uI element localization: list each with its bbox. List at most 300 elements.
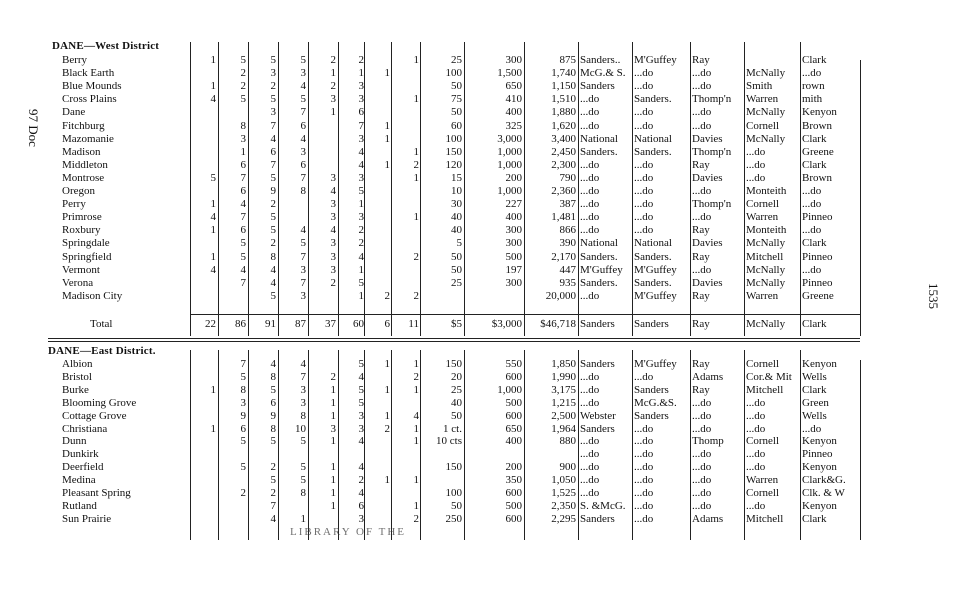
col-5: 4 <box>330 224 336 237</box>
col-11: 2,300 <box>551 158 576 171</box>
col-2: 7 <box>240 276 246 289</box>
col-5: 4 <box>330 185 336 197</box>
town-name: Cottage Grove <box>62 409 127 422</box>
column-rule <box>308 350 309 540</box>
text-col-3: Davies <box>692 237 723 250</box>
col-6: 3 <box>358 422 364 435</box>
col-4: 3 <box>300 263 306 276</box>
col-7: 2 <box>384 289 390 302</box>
column-rule <box>632 42 633 336</box>
col-11: 935 <box>559 276 576 289</box>
col-6: 6 <box>358 499 364 512</box>
library-stamp: LIBRARY OF THE <box>290 526 407 538</box>
col-2: 4 <box>240 263 246 276</box>
col-9: 150 <box>445 358 462 370</box>
text-col-5: Greene <box>802 289 834 302</box>
town-name: Blooming Grove <box>62 396 137 409</box>
text-col-5: ...do <box>802 185 822 197</box>
col-3: 4 <box>270 512 276 525</box>
text-col-2: Sanders <box>634 318 669 330</box>
col-1: 1 <box>210 54 216 66</box>
text-col-3: ...do <box>692 487 712 499</box>
text-col-5: Clark <box>802 132 827 145</box>
column-rule <box>420 350 421 540</box>
col-9: 50 <box>451 263 462 276</box>
town-name: Roxbury <box>62 224 101 237</box>
col-4: 6 <box>300 158 306 171</box>
side-note-left: 97 Doc <box>25 109 41 147</box>
col-1: 1 <box>210 80 216 93</box>
col-5: 3 <box>330 250 336 263</box>
text-col-2: ...do <box>634 422 654 435</box>
text-col-3: Davies <box>692 171 723 184</box>
text-col-5: Clark <box>802 237 827 250</box>
col-11: 390 <box>559 237 576 250</box>
col-6: 2 <box>358 237 364 250</box>
col-11: 1,620 <box>551 119 576 132</box>
text-col-3: Davies <box>692 276 723 289</box>
text-col-1: National <box>580 237 618 250</box>
text-col-1: McG.& S. <box>580 67 626 80</box>
text-col-4: ...do <box>746 461 766 474</box>
col-11: 387 <box>559 198 576 211</box>
table-row <box>0 67 957 80</box>
column-rule <box>308 42 309 336</box>
text-col-2: ...do <box>634 474 654 487</box>
col-2: 9 <box>240 409 246 422</box>
col-10: 650 <box>505 80 522 93</box>
col-10: $3,000 <box>491 318 522 330</box>
col-6: 3 <box>358 512 364 525</box>
text-col-1: ...do <box>580 383 600 396</box>
town-name: Deerfield <box>62 461 104 474</box>
text-col-1: ...do <box>580 224 600 237</box>
column-rule <box>190 42 191 336</box>
col-9: 100 <box>445 132 462 145</box>
col-10: 1,000 <box>497 383 522 396</box>
text-col-3: ...do <box>692 461 712 474</box>
text-col-5: Kenyon <box>802 358 837 370</box>
table-row <box>0 251 957 264</box>
column-rule <box>690 42 691 336</box>
col-5: 3 <box>330 198 336 211</box>
text-col-4: McNally <box>746 237 786 250</box>
col-8: 1 <box>413 54 419 66</box>
text-col-5: Kenyon <box>802 435 837 448</box>
text-col-3: Davies <box>692 132 723 145</box>
text-col-5: ...do <box>802 67 822 80</box>
text-col-2: ...do <box>634 512 654 525</box>
col-4: 3 <box>300 383 306 396</box>
text-col-4: ...do <box>746 422 766 435</box>
col-8: 2 <box>413 250 419 263</box>
col-2: 5 <box>240 93 246 106</box>
col-3: 6 <box>270 145 276 158</box>
col-10: 500 <box>505 396 522 409</box>
col-7: 1 <box>384 158 390 171</box>
text-col-5: Pinneo <box>802 250 833 263</box>
col-10: 3,000 <box>497 132 522 145</box>
table-row <box>0 423 957 436</box>
column-rule <box>578 42 579 336</box>
table-row <box>0 371 957 384</box>
col-4: 7 <box>300 250 306 263</box>
text-col-2: ...do <box>634 158 654 171</box>
col-2: 1 <box>240 145 246 158</box>
col-10: 325 <box>505 119 522 132</box>
col-8: 2 <box>413 370 419 383</box>
table-row <box>0 448 957 461</box>
col-10: 1,500 <box>497 67 522 80</box>
text-col-3: Adams <box>692 512 724 525</box>
col-9: 150 <box>445 461 462 474</box>
column-rule <box>190 350 191 540</box>
col-7: 1 <box>384 474 390 487</box>
text-col-1: Webster <box>580 409 616 422</box>
col-5: 1 <box>330 499 336 512</box>
text-col-5: Wells <box>802 409 827 422</box>
col-10: 600 <box>505 487 522 499</box>
table-row <box>0 80 957 93</box>
text-col-1: ...do <box>580 289 600 302</box>
col-8: 2 <box>413 512 419 525</box>
text-col-4: Warren <box>746 211 779 224</box>
table-row <box>0 159 957 172</box>
row-rule <box>48 341 860 342</box>
col-3: 2 <box>270 80 276 93</box>
text-col-4: Warren <box>746 474 779 487</box>
col-10: 300 <box>505 237 522 250</box>
text-col-3: Ray <box>692 224 710 237</box>
text-col-2: National <box>634 132 672 145</box>
col-6: 5 <box>358 276 364 289</box>
col-7: 1 <box>384 409 390 422</box>
text-col-5: Clark&G. <box>802 474 846 487</box>
text-col-4: McNally <box>746 318 786 330</box>
col-8: 2 <box>413 158 419 171</box>
text-col-1: Sanders <box>580 80 615 93</box>
col-5: 3 <box>330 422 336 435</box>
col-5: 2 <box>330 370 336 383</box>
text-col-1: ...do <box>580 119 600 132</box>
town-name: Albion <box>62 358 93 370</box>
table-row <box>0 224 957 237</box>
text-col-3: Ray <box>692 54 710 66</box>
col-10: 650 <box>505 422 522 435</box>
text-col-2: Sanders. <box>634 145 672 158</box>
column-rule <box>218 350 219 540</box>
col-4: 8 <box>300 409 306 422</box>
text-col-3: Thomp'n <box>692 198 732 211</box>
text-col-2: McG.&S. <box>634 396 677 409</box>
col-4: 3 <box>300 396 306 409</box>
town-name: Verona <box>62 276 94 289</box>
col-10: 1,000 <box>497 185 522 197</box>
col-6: 5 <box>358 185 364 197</box>
column-rule <box>800 350 801 540</box>
col-5: 2 <box>330 80 336 93</box>
col-1: 1 <box>210 224 216 237</box>
col-6: 1 <box>358 198 364 211</box>
table-row <box>0 410 957 423</box>
col-6: 5 <box>358 396 364 409</box>
col-8: 1 <box>413 171 419 184</box>
table-row <box>0 277 957 290</box>
col-1: 1 <box>210 383 216 396</box>
text-col-5: Brown <box>802 119 832 132</box>
col-8: 1 <box>413 474 419 487</box>
text-col-3: ...do <box>692 185 712 197</box>
table-row <box>0 435 957 448</box>
text-col-4: McNally <box>746 263 786 276</box>
col-1: 1 <box>210 198 216 211</box>
col-2: 5 <box>240 237 246 250</box>
col-4: 7 <box>300 370 306 383</box>
text-col-4: ...do <box>746 448 766 461</box>
text-col-3: ...do <box>692 409 712 422</box>
col-3: 2 <box>270 237 276 250</box>
town-name: Montrose <box>62 171 105 184</box>
text-col-2: ...do <box>634 198 654 211</box>
col-1: 4 <box>210 211 216 224</box>
text-col-5: Brown <box>802 171 832 184</box>
col-4: 4 <box>300 224 306 237</box>
col-6: 3 <box>358 80 364 93</box>
total-label: Total <box>90 318 113 330</box>
text-col-5: Clark <box>802 383 827 396</box>
text-col-5: Greene <box>802 145 834 158</box>
col-8: 1 <box>413 435 419 448</box>
text-col-1: Sanders <box>580 512 615 525</box>
text-col-2: ...do <box>634 185 654 197</box>
col-5: 1 <box>330 106 336 119</box>
col-3: 7 <box>270 499 276 512</box>
text-col-4: McNally <box>746 276 786 289</box>
text-col-2: ...do <box>634 487 654 499</box>
col-3: 2 <box>270 487 276 499</box>
table-row <box>0 500 957 513</box>
text-col-3: Ray <box>692 158 710 171</box>
col-5: 1 <box>330 67 336 80</box>
col-10: 500 <box>505 250 522 263</box>
col-6: 1 <box>358 263 364 276</box>
text-col-3: ...do <box>692 106 712 119</box>
col-11: 2,170 <box>551 250 576 263</box>
col-9: 1 ct. <box>443 422 462 435</box>
text-col-4: Cornell <box>746 198 779 211</box>
col-9: 25 <box>451 383 462 396</box>
col-3: 9 <box>270 185 276 197</box>
col-10: 300 <box>505 224 522 237</box>
text-col-1: ...do <box>580 435 600 448</box>
table-row <box>0 185 957 198</box>
text-col-5: Pinneo <box>802 448 833 461</box>
text-col-2: ...do <box>634 370 654 383</box>
col-11: 20,000 <box>545 289 576 302</box>
col-2: 4 <box>240 198 246 211</box>
column-rule <box>524 350 525 540</box>
table-row <box>0 264 957 277</box>
col-8: 1 <box>413 358 419 370</box>
col-5: 1 <box>330 461 336 474</box>
col-2: 6 <box>240 158 246 171</box>
text-col-3: ...do <box>692 474 712 487</box>
text-col-4: Smith <box>746 80 773 93</box>
col-5: 1 <box>330 383 336 396</box>
town-name: Black Earth <box>62 67 115 80</box>
col-4: 4 <box>300 80 306 93</box>
col-6: 6 <box>358 106 364 119</box>
text-col-4: Cornell <box>746 435 779 448</box>
town-name: Burke <box>62 383 89 396</box>
col-8: 4 <box>413 409 419 422</box>
col-10: 227 <box>505 198 522 211</box>
text-col-2: ...do <box>634 211 654 224</box>
col-3: 5 <box>270 54 276 66</box>
town-name: Sun Prairie <box>62 512 112 525</box>
col-6: 4 <box>358 158 364 171</box>
column-rule <box>420 42 421 336</box>
text-col-3: ...do <box>692 67 712 80</box>
col-4: 3 <box>300 67 306 80</box>
col-2: 3 <box>240 396 246 409</box>
col-3: 5 <box>270 289 276 302</box>
table-row <box>0 146 957 159</box>
text-col-3: ...do <box>692 263 712 276</box>
col-9: 100 <box>445 487 462 499</box>
total-values <box>0 318 957 331</box>
col-10: 300 <box>505 276 522 289</box>
col-8: 1 <box>413 93 419 106</box>
col-3: 5 <box>270 211 276 224</box>
col-9: 40 <box>451 211 462 224</box>
text-col-4: McNally <box>746 106 786 119</box>
table-row <box>0 106 957 119</box>
text-col-2: ...do <box>634 171 654 184</box>
col-8: 1 <box>413 145 419 158</box>
col-1: 1 <box>210 250 216 263</box>
col-5: 1 <box>330 409 336 422</box>
column-rule <box>744 350 745 540</box>
col-7: 6 <box>384 318 390 330</box>
col-6: 3 <box>358 132 364 145</box>
col-6: 2 <box>358 224 364 237</box>
col-4: 87 <box>295 318 306 330</box>
col-5: 37 <box>325 318 336 330</box>
col-5: 3 <box>330 237 336 250</box>
col-9: 250 <box>445 512 462 525</box>
town-name: Rutland <box>62 499 97 512</box>
col-11: 2,350 <box>551 499 576 512</box>
text-col-4: Cor.& Mit <box>746 370 792 383</box>
col-11: 1,880 <box>551 106 576 119</box>
col-10: 600 <box>505 409 522 422</box>
col-2: 7 <box>240 171 246 184</box>
col-2: 6 <box>240 422 246 435</box>
text-col-4: Cornell <box>746 358 779 370</box>
table-row <box>0 54 957 67</box>
col-3: 5 <box>270 93 276 106</box>
col-1: 22 <box>205 318 216 330</box>
col-9: 50 <box>451 106 462 119</box>
town-name: Perry <box>62 198 86 211</box>
col-11: 1,215 <box>551 396 576 409</box>
text-col-1: S. &McG. <box>580 499 626 512</box>
col-2: 8 <box>240 383 246 396</box>
text-col-3: Ray <box>692 383 710 396</box>
town-name: Dunn <box>62 435 87 448</box>
col-4: 4 <box>300 358 306 370</box>
col-10: 550 <box>505 358 522 370</box>
text-col-1: Sanders. <box>580 250 618 263</box>
column-rule <box>800 42 801 336</box>
text-col-3: ...do <box>692 499 712 512</box>
text-col-2: ...do <box>634 119 654 132</box>
col-8: 2 <box>413 289 419 302</box>
col-5: 3 <box>330 263 336 276</box>
col-5: 1 <box>330 487 336 499</box>
col-3: 5 <box>270 383 276 396</box>
col-10: 600 <box>505 370 522 383</box>
town-name: Christiana <box>62 422 108 435</box>
table-row <box>0 358 957 371</box>
town-name: Berry <box>62 54 88 66</box>
col-11: 2,500 <box>551 409 576 422</box>
text-col-1: ...do <box>580 474 600 487</box>
column-rule <box>464 350 465 540</box>
col-6: 4 <box>358 145 364 158</box>
col-3: 4 <box>270 358 276 370</box>
col-11: 866 <box>559 224 576 237</box>
col-7: 2 <box>384 422 390 435</box>
col-6: 4 <box>358 487 364 499</box>
town-name: Madison City <box>62 289 123 302</box>
text-col-5: Kenyon <box>802 499 837 512</box>
col-8: 1 <box>413 422 419 435</box>
text-col-4: ...do <box>746 158 766 171</box>
col-1: 5 <box>210 171 216 184</box>
column-rule <box>578 350 579 540</box>
column-rule <box>364 350 365 540</box>
town-name: Fitchburg <box>62 119 105 132</box>
text-col-5: Clark <box>802 54 827 66</box>
col-11: 1,964 <box>551 422 576 435</box>
page-number: 1535 <box>926 283 941 309</box>
col-3: 2 <box>270 461 276 474</box>
col-6: 4 <box>358 461 364 474</box>
text-col-1: ...do <box>580 106 600 119</box>
col-5: 1 <box>330 435 336 448</box>
col-4: 8 <box>300 487 306 499</box>
col-3: 5 <box>270 171 276 184</box>
col-6: 2 <box>358 54 364 66</box>
col-3: 91 <box>265 318 276 330</box>
east-district-header: DANE—East District. <box>48 345 156 357</box>
col-9: 60 <box>451 119 462 132</box>
col-6: 1 <box>358 67 364 80</box>
text-col-1: ...do <box>580 448 600 461</box>
col-2: 2 <box>240 80 246 93</box>
col-3: 7 <box>270 158 276 171</box>
col-9: $5 <box>451 318 462 330</box>
text-col-4: Warren <box>746 289 779 302</box>
col-5: 3 <box>330 93 336 106</box>
text-col-3: Ray <box>692 289 710 302</box>
col-10: 1,000 <box>497 145 522 158</box>
col-10: 600 <box>505 512 522 525</box>
text-col-2: ...do <box>634 224 654 237</box>
text-col-1: Sanders <box>580 358 615 370</box>
